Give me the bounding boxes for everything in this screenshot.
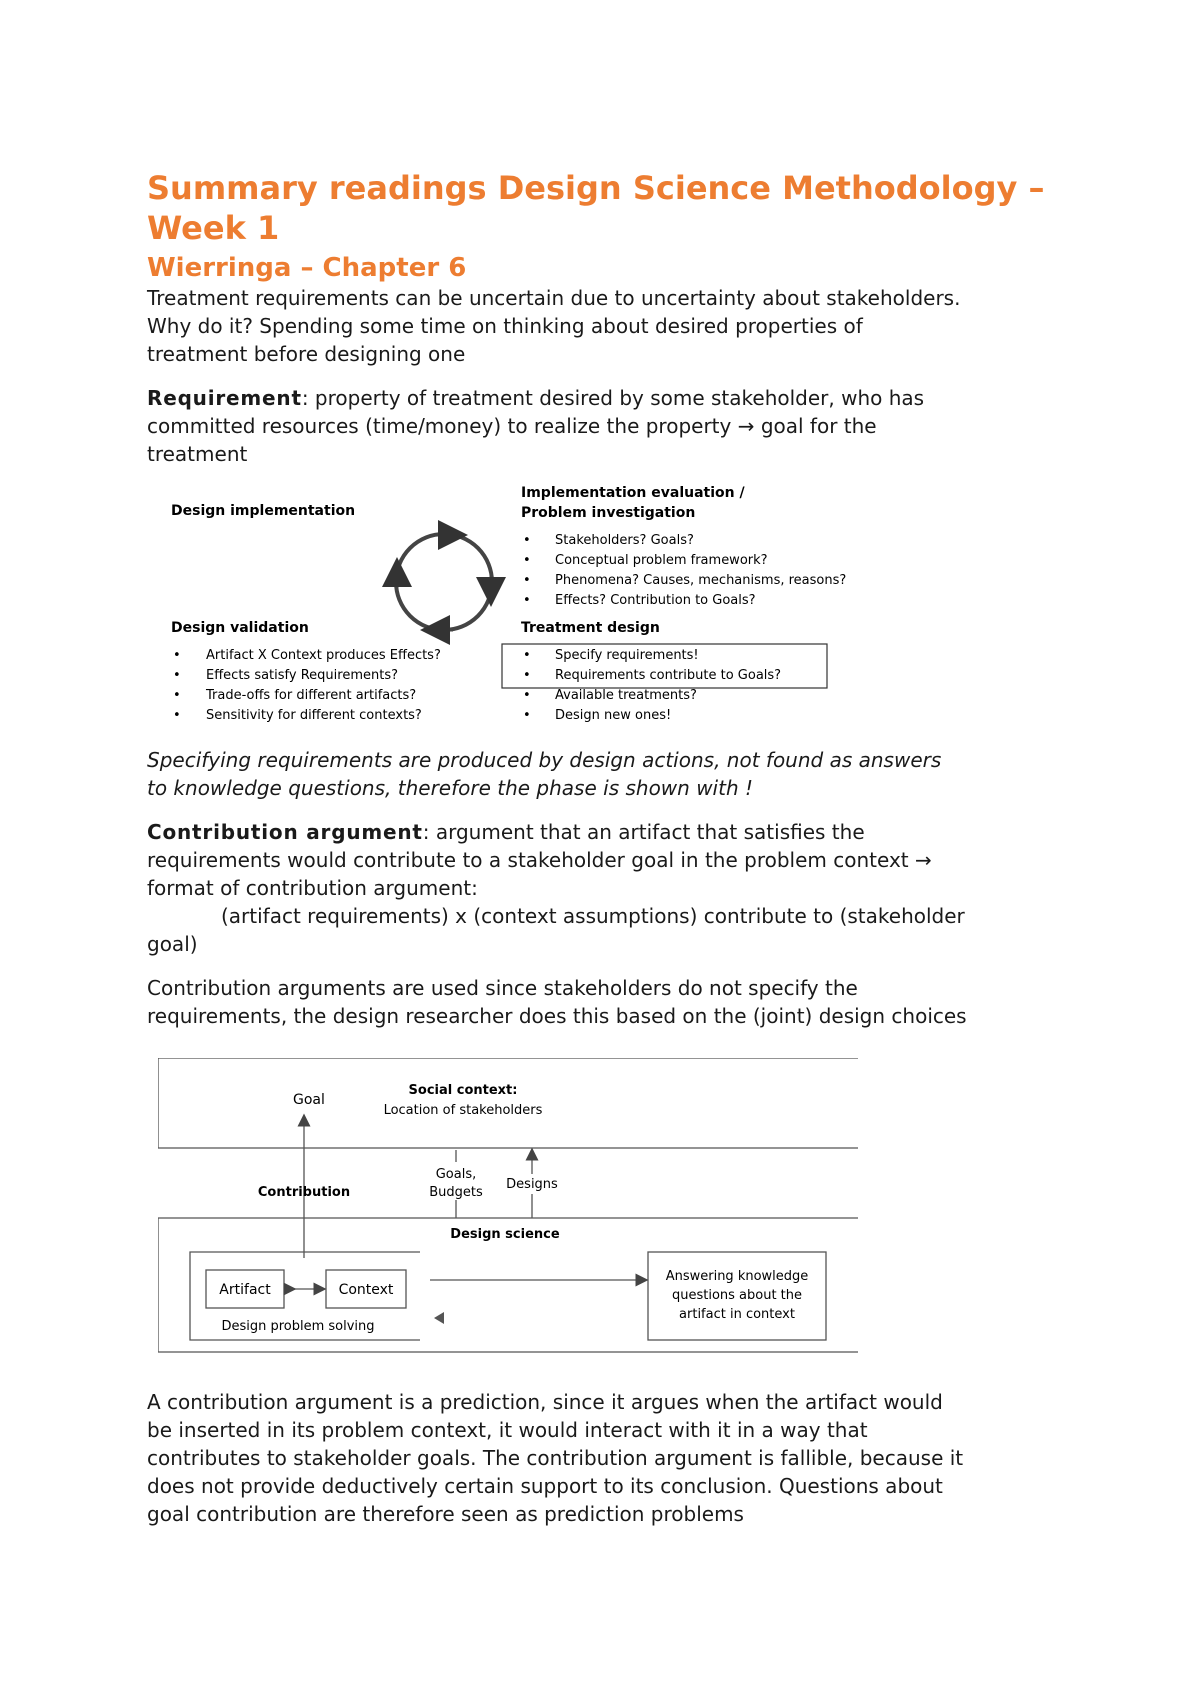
design-science-context-diagram	[158, 1058, 858, 1370]
impl-eval-label-2: Problem investigation	[521, 505, 696, 521]
validation-item: Effects satisfy Requirements?	[206, 668, 398, 683]
treatment-item: Specify requirements!	[555, 648, 699, 663]
answering-label-2: questions about the	[671, 1288, 803, 1303]
impl-eval-item: Effects? Contribution to Goals?	[555, 593, 756, 608]
requirement-term: Requirement	[147, 386, 302, 410]
treatment-item: Design new ones!	[555, 708, 672, 723]
used-paragraph: Contribution arguments are used since stakeholders do not specify the requirements, the design researcher does this based on the (joint) design choices	[147, 976, 967, 1028]
treatment-design-label: Treatment design	[521, 620, 660, 636]
cycle-circle	[396, 534, 492, 630]
design-implementation-label: Design implementation	[171, 503, 356, 519]
answering-label-3: artifact in context	[679, 1307, 795, 1322]
treatment-item: Available treatments?	[555, 688, 697, 703]
context-label: Context	[338, 1282, 394, 1298]
return-arrowhead	[434, 1312, 444, 1324]
designs-label: Designs	[506, 1177, 558, 1192]
impl-eval-item: Conceptual problem framework?	[555, 553, 768, 568]
document-page	[147, 168, 1082, 1528]
impl-eval-item: Stakeholders? Goals?	[555, 533, 694, 548]
impl-eval-list	[523, 533, 846, 608]
design-science-context-figure	[158, 1058, 858, 1370]
social-context-label: Social context:	[408, 1083, 518, 1098]
svg-text:•: •	[523, 648, 531, 663]
contribution-label: Contribution	[257, 1185, 351, 1200]
design-science-label: Design science	[450, 1227, 560, 1242]
goal-label: Goal	[293, 1092, 325, 1108]
contribution-term: Contribution argument	[147, 820, 423, 844]
validation-item: Trade-offs for different artifacts?	[206, 688, 417, 703]
design-validation-label: Design validation	[171, 620, 309, 636]
engineering-cycle-figure	[171, 482, 871, 740]
impl-eval-item: Phenomena? Causes, mechanisms, reasons?	[555, 573, 847, 588]
budgets-label: Budgets	[429, 1185, 483, 1200]
treatment-list	[523, 648, 781, 723]
svg-text:•: •	[173, 648, 181, 663]
document-title: Summary readings Design Science Methodology – Week 1	[147, 169, 1045, 247]
svg-text:•: •	[523, 708, 531, 723]
svg-text:•: •	[173, 668, 181, 683]
artifact-label: Artifact	[219, 1282, 271, 1298]
svg-text:•: •	[523, 668, 531, 683]
treatment-item: Requirements contribute to Goals?	[555, 668, 782, 683]
prediction-paragraph: A contribution argument is a prediction, since it argues when the artifact would be inserted in its problem context, it would interact with it in a way that contributes to stakeholder goals. The contribution argument is fallible, because it does not provide deductively certain support to its conclusion. Questions about goal contribution are therefore seen as prediction problems	[147, 1390, 964, 1526]
svg-text:•: •	[173, 688, 181, 703]
engineering-cycle-diagram	[171, 482, 871, 740]
validation-list	[173, 648, 441, 723]
validation-item: Sensitivity for different contexts?	[206, 708, 422, 723]
svg-text:•: •	[523, 533, 531, 548]
svg-text:•: •	[523, 688, 531, 703]
location-label: Location of stakeholders	[383, 1103, 543, 1118]
requirement-definition: Requirement: property of treatment desired by some stakeholder, who has committed resources (time/money) to realize the property → goal for the treatment	[147, 386, 925, 466]
answering-label-1: Answering knowledge	[665, 1269, 809, 1284]
design-problem-solving-label: Design problem solving	[221, 1319, 375, 1334]
section-heading: Wierringa – Chapter 6	[147, 253, 467, 283]
contribution-definition: Contribution argument: argument that an artifact that satisfies the requirements would contribute to a stakeholder goal in the problem context → format of contribution argument: (artifact requirements) x (context assumptions) contribute to (stakeholder goal)	[147, 820, 965, 956]
svg-text:•: •	[523, 553, 531, 568]
specifying-paragraph: Specifying requirements are produced by design actions, not found as answers to knowledge questions, therefore the phase is shown with !	[147, 748, 942, 800]
validation-item: Artifact X Context produces Effects?	[206, 648, 441, 663]
intro-paragraph: Treatment requirements can be uncertain due to uncertainty about stakeholders. Why do it? Spending some time on thinking about desired properties of treatment before designing one	[147, 286, 961, 366]
svg-text:•: •	[523, 573, 531, 588]
svg-text:•: •	[523, 593, 531, 608]
goals-label: Goals,	[435, 1167, 477, 1182]
svg-text:•: •	[173, 708, 181, 723]
impl-eval-label-1: Implementation evaluation /	[521, 485, 745, 501]
